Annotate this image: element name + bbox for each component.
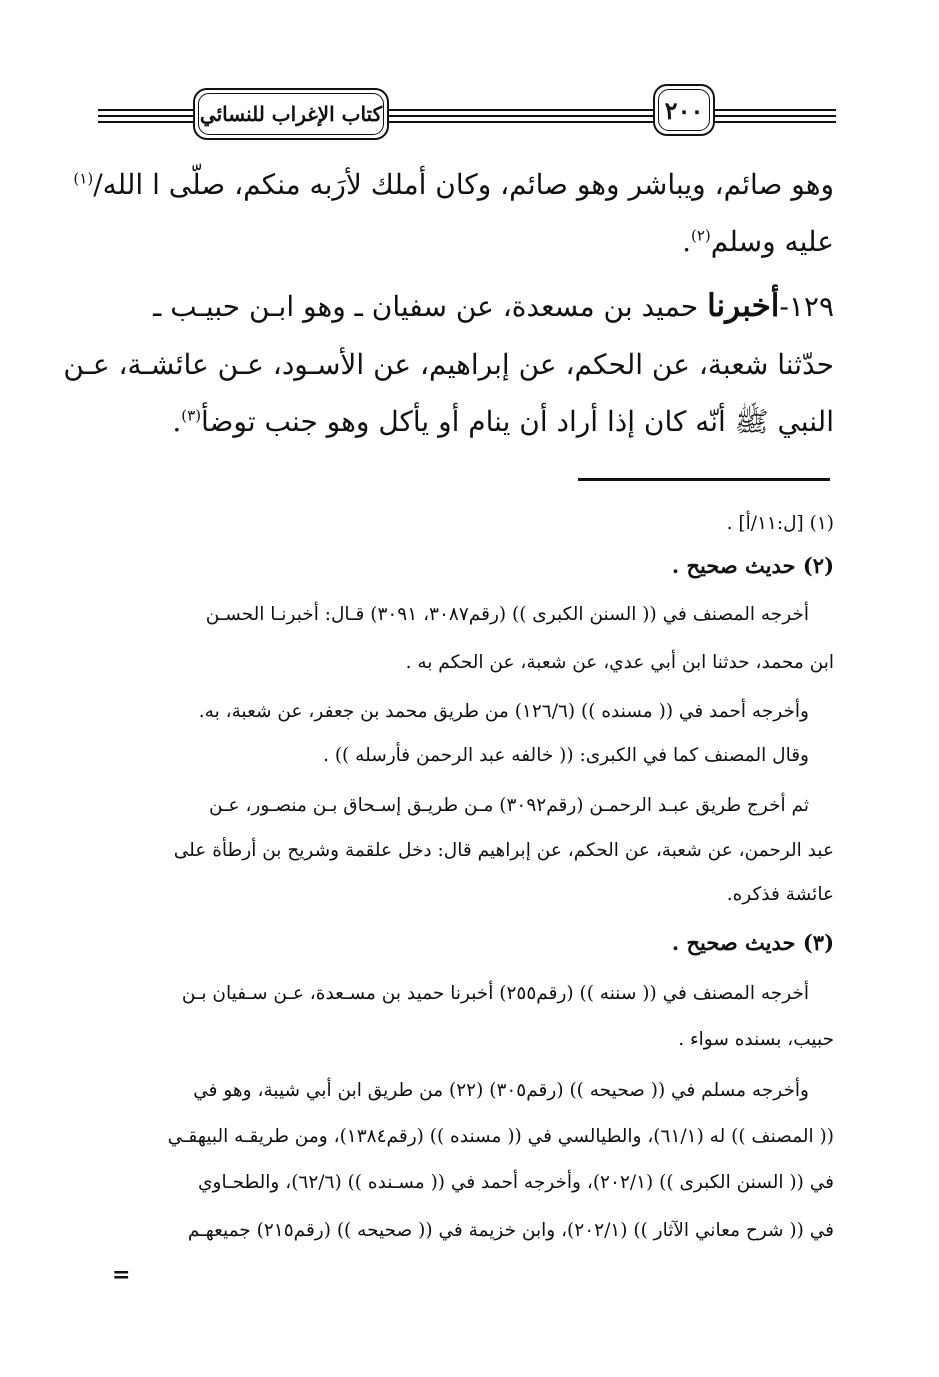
footnote-text: في (( شرح معاني الآثار )) (٢٠٢/١)، وابن خزيمة في (( صحيحه )) (رقم٢١٥) جميعهـم [187,1220,834,1241]
footnote-3-heading: (٣) حديث صحيح . [671,930,834,955]
continuation-mark: = [112,1262,131,1288]
footnote-text: في (( السنن الكبرى )) (٢٠٢/١)، وأخرجه أحمد في (( مسـنده )) (٦٢/٦)، والطحـاوي [198,1172,834,1193]
footnote-ref: (١) [73,169,94,188]
footnote-text: ابن محمد، حدثنا ابن أبي عدي، عن شعبة، عن الحكم به . [405,652,834,673]
footnote-text: وقال المصنف كما في الكبرى: (( خالفه عبد الرحمن فأرسله )) . [323,745,809,766]
main-line: عليه وسلم$^{(٢)}$. [682,225,834,258]
footnote-text: وأخرجه أحمد في (( مسنده )) (١٢٦/٦) من طريق محمد بن جعفر، عن شعبة، به. [198,701,809,722]
footnote-2-heading: (٢) حديث صحيح . [671,553,834,578]
main-line: وهو صائم، ويباشر وهو صائم، وكان أملك لأرَبه منكم، صلّى ا الله/$^{(١)}$ [73,168,834,201]
hadith-number: ١٢٩- [779,290,834,323]
footnote-1: (١) [ل:١١/أ] . [726,513,834,534]
footnote-separator [578,478,830,481]
page-number: ٢٠٠ [664,95,704,125]
hadith-line: ١٢٩-أخبرنا حميد بن مسعدة، عن سفيان ـ وهو ابـن حبيـب ـ [153,288,834,324]
main-line: حدّثنا شعبة، عن الحكم، عن إبراهيم، عن الأسـود، عـن عائشـة، عـن [63,348,834,381]
footnote-text: وأخرجه مسلم في (( صحيحه )) (رقم٣٠٥) (٢٢) من طريق ابن أبي شيبة، وهو في [193,1080,809,1101]
footnote-text: أخرجه المصنف في (( سننه )) (رقم٢٥٥) أخبرنا حميد بن مسـعدة، عـن سـفيان بـن [181,983,809,1004]
footnote-text: عبد الرحمن، عن شعبة، عن الحكم، عن إبراهيم قال: دخل علقمة وشريح بن أرطأة على [173,840,834,861]
footnote-ref: (٣) [181,406,202,425]
footnote-text: (( المصنف )) له (٦١/١)، والطيالسي في (( مسنده )) (رقم١٣٨٤)، ومن طريقـه البيهقـي [167,1126,834,1147]
footnote-text: ثم أخرج طريق عبـد الرحمـن (رقم٣٠٩٢) مـن طريـق إسـحاق بـن منصـور، عـن [209,795,809,816]
main-line: النبي ﷺ أنّه كان إذا أراد أن ينام أو يأكل وهو جنب توضأ$^{(٣)}$. [172,405,834,438]
page-number-box [653,84,715,136]
hadith-lead-word: أخبرنا [707,288,780,324]
footnote-text: حبيب، بسنده سواء . [678,1029,834,1050]
footnote-text: أخرجه المصنف في (( السنن الكبرى )) (رقم٣٠٨٧، ٣٠٩١) قـال: أخبرنـا الحسـن [205,604,809,625]
footnote-text: عائشة فذكره. [726,884,834,905]
running-title-box [193,88,389,140]
running-title: كتاب الإغراب للنسائي [199,102,383,126]
footnote-ref: (٢) [690,226,711,245]
